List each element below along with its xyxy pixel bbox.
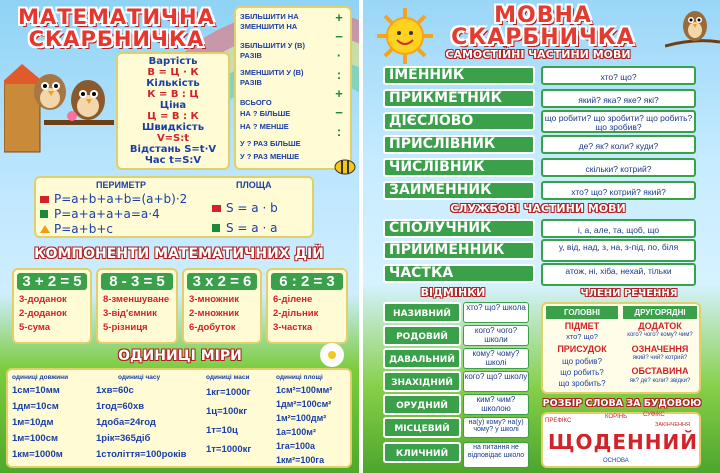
attribute-question: який? чий? котрий? [632, 355, 688, 361]
part-adjective-name: ПРИКМЕТНИК [389, 90, 503, 106]
component-addition-part: 2-доданок [19, 308, 67, 319]
case-vocative: КЛИЧНИЙ [383, 442, 461, 463]
perimeter-triangle-text: P=a+b+c [54, 222, 113, 236]
component-division [266, 268, 348, 344]
math-title-line1: МАТЕМАТИЧНА [18, 5, 215, 29]
case-nominative: НАЗИВНИЙ [383, 302, 461, 323]
units-area-head: одиниці площі [276, 374, 323, 381]
units-time-row: 1століття=100років [96, 449, 187, 460]
component-division-part: 2-дільник [273, 308, 319, 319]
part-preposition-examples: у, від, над, з, на, з-під, по, біля [541, 239, 696, 262]
part-conjunction [383, 219, 535, 238]
object-label: ДОДАТОК [638, 321, 682, 331]
part-adverb [383, 135, 535, 154]
case-genitive: РОДОВИЙ [383, 325, 461, 346]
perimeter-rectangle-text: P=a+b+a+b=(a+b)·2 [54, 192, 188, 206]
morphology-title: РОЗБІР СЛОВА ЗА БУДОВОЮ [542, 398, 702, 409]
bird-branch-icon [665, 2, 720, 52]
part-conjunction-name: СПОЛУЧНИК [389, 220, 492, 236]
perimeter-rectangle [40, 192, 187, 207]
units-area-row: 1м²=100дм² [276, 413, 327, 423]
math-title [14, 6, 219, 50]
part-noun-question: хто? що? [541, 66, 696, 85]
units-title: ОДИНИЦІ МІРИ [118, 348, 242, 364]
formula-quantity: К = В : Ц [147, 89, 199, 100]
language-title-line2: СКАРБНИЧКА [451, 25, 635, 50]
members-title: ЧЛЕНИ РЕЧЕННЯ [580, 288, 678, 299]
formula-time: Час t=S:V [144, 155, 202, 166]
formula-speed: V=S:t [156, 133, 190, 144]
part-adjective [383, 89, 535, 108]
subject-question: хто? що? [566, 332, 598, 341]
sign-multiply: · [336, 48, 342, 63]
component-multiplication [182, 268, 262, 344]
part-preposition-name: ПРИЙМЕННИК [389, 242, 505, 258]
part-particle-name: ЧАСТКА [389, 265, 454, 281]
perimeter-square-text: P=a+a+a+a=a·4 [54, 207, 160, 221]
perimeter-label: ПЕРИМЕТР [96, 180, 146, 190]
units-time-row: 1хв=60с [96, 385, 134, 396]
units-area-row: 1га=100а [276, 441, 316, 451]
component-multiplication-part: 3-множник [189, 294, 239, 305]
prefix-label: ПРЕФІКС [545, 418, 572, 424]
math-poster [0, 0, 359, 473]
case-genitive-question: кого? чого? школи [463, 325, 529, 346]
perimeter-area-box [34, 176, 314, 238]
formula-label-speed: Швидкість [141, 122, 205, 133]
sign-minus: − [335, 29, 343, 44]
component-subtraction [96, 268, 178, 344]
part-pronoun-question: хто? що? котрий? який? [541, 181, 696, 200]
part-verb-name: ДІЄСЛОВО [389, 113, 474, 129]
sign-ratio-divide: : [336, 124, 342, 139]
op-decrease-times: ЗМЕНШИТИ У (В) РАЗІВ [240, 68, 304, 87]
sign-total-plus: + [335, 86, 343, 101]
area-label: ПЛОЩА [236, 180, 272, 190]
component-subtraction-part: 3-від'ємник [103, 308, 157, 319]
formulas-box [116, 52, 230, 170]
units-length-row: 1дм=10см [12, 401, 59, 412]
independent-parts-title: САМОСТІЙНІ ЧАСТИНИ МОВИ [445, 48, 631, 61]
main-members-label: ГОЛОВНІ [546, 306, 618, 319]
units-time-row: 1год=60хв [96, 401, 145, 412]
case-instrumental: ОРУДНИЙ [383, 394, 461, 415]
units-mass-row: 1кг=1000г [206, 387, 251, 398]
component-multiplication-part: 2-множник [189, 308, 239, 319]
word-structure-box [541, 412, 701, 468]
math-title-line2: СКАРБНИЧКА [28, 27, 205, 51]
units-mass [206, 373, 272, 459]
units-time [96, 373, 200, 463]
case-nominative-question: хто? що? школа [463, 302, 529, 323]
sentence-members-box [541, 302, 701, 394]
stem-label: ОСНОВА [603, 458, 629, 464]
part-adjective-question: який? яка? яке? які? [541, 89, 696, 108]
units-area-row: 1дм²=100см² [276, 399, 332, 409]
units-area-row: 1а=100м² [276, 427, 316, 437]
units-time-row: 1доба=24год [96, 417, 156, 428]
ending-label: ЗАКІНЧЕННЯ [655, 422, 690, 428]
part-adverb-question: де? як? коли? куди? [541, 135, 696, 154]
case-locative-question: на(у) кому? на(у) чому? у школі [463, 417, 529, 438]
case-dative-question: кому? чому? школі [463, 348, 529, 369]
part-numeral-question: скільки? котрий? [541, 158, 696, 177]
units-length-row: 1см=10мм [12, 385, 60, 396]
perimeter-square [40, 207, 187, 222]
case-instrumental-question: ким? чим? школою [463, 394, 529, 415]
part-verb-question: що робити? що зробити? що робить? що зробив? [541, 110, 696, 133]
formula-cost: В = Ц · К [147, 67, 199, 78]
op-more-by: НА ? БІЛЬШЕ [240, 109, 291, 119]
units-box [6, 368, 352, 468]
op-increase-times: ЗБІЛЬШИТИ У (В) РАЗІВ [240, 41, 305, 60]
bee-icon [330, 150, 359, 180]
service-parts-title: СЛУЖБОВІ ЧАСТИНИ МОВИ [450, 202, 626, 215]
part-numeral [383, 158, 535, 177]
formula-label-cost: Вартість [148, 56, 198, 67]
area-rectangle-text: S = a · b [226, 201, 278, 215]
component-addition-part: 3-доданок [19, 294, 67, 305]
units-length-row: 1км=1000м [12, 449, 63, 460]
component-multiplication-expr: 3 х 2 = 6 [187, 273, 257, 290]
component-subtraction-part: 8-зменшуване [103, 294, 170, 305]
units-length [12, 373, 90, 463]
part-noun [383, 66, 535, 85]
component-addition [12, 268, 92, 344]
attribute-label: ОЗНАЧЕННЯ [631, 344, 689, 354]
predicate-question: що робить? [560, 368, 604, 377]
units-time-head: одиниці часу [118, 374, 161, 381]
object-question: кого? чого? кому? чим? [627, 332, 693, 338]
sign-diff-minus: − [335, 105, 343, 120]
units-mass-row: 1т=10ц [206, 425, 238, 436]
area-square [212, 218, 278, 238]
op-times-less: У ? РАЗ МЕНШЕ [240, 151, 300, 161]
formula-distance: Відстань S=t·V [129, 144, 217, 155]
units-area [276, 373, 352, 467]
components-title: КОМПОНЕНТИ МАТЕМАТИЧНИХ ДІЙ [34, 246, 324, 262]
op-times-more: У ? РАЗ БІЛЬШЕ [240, 139, 301, 149]
part-pronoun-name: ЗАЙМЕННИК [389, 182, 492, 198]
component-division-expr: 6 : 2 = 3 [271, 273, 343, 290]
predicate-label: ПРИСУДОК [557, 344, 607, 354]
case-locative: МІСЦЕВИЙ [383, 417, 461, 438]
part-verb [383, 112, 535, 131]
formula-label-quantity: Кількість [146, 78, 200, 89]
component-subtraction-part: 5-різниця [103, 322, 148, 333]
case-dative: ДАВАЛЬНИЙ [383, 348, 461, 369]
component-subtraction-expr: 8 - 3 = 5 [101, 273, 173, 290]
component-division-part: 3-частка [273, 322, 313, 333]
secondary-members-label: ДРУГОРЯДНІ [623, 306, 697, 319]
op-total: ВСЬОГО [240, 97, 272, 107]
case-accusative-question: кого? що? школу [463, 371, 529, 392]
units-area-row: 1см²=100мм² [276, 385, 333, 395]
component-multiplication-part: 6-добуток [189, 322, 236, 333]
formula-label-price: Ціна [159, 100, 187, 111]
suffix-label: СУФІКС [643, 412, 665, 418]
daisy-icon [312, 340, 352, 370]
component-addition-expr: 3 + 2 = 5 [17, 273, 87, 290]
area-square-text: S = a · a [226, 221, 278, 235]
language-poster [363, 0, 720, 473]
formula-price: Ц = В : К [147, 111, 199, 122]
part-numeral-name: ЧИСЛІВНИК [389, 159, 485, 175]
language-title-line1: МОВНА [494, 3, 592, 28]
sign-divide: : [336, 67, 342, 82]
units-length-row: 1м=10дм [12, 417, 54, 428]
units-mass-row: 1т=1000кг [206, 444, 252, 455]
units-length-row: 1м=100см [12, 433, 59, 444]
subject-label: ПІДМЕТ [564, 321, 600, 331]
area-rectangle [212, 198, 278, 218]
cases-title: ВІДМІНКИ [420, 286, 486, 299]
part-noun-name: ІМЕННИК [389, 67, 465, 83]
adverbial-question: як? де? коли? звідки? [629, 378, 691, 384]
part-particle-examples: атож, ні, хіба, нехай, тільки [541, 263, 696, 286]
component-division-part: 6-ділене [273, 294, 313, 305]
part-adverb-name: ПРИСЛІВНИК [389, 136, 496, 152]
op-less-by: НА ? МЕНШЕ [240, 121, 289, 131]
component-addition-part: 5-сума [19, 322, 51, 333]
units-time-row: 1рік=365діб [96, 433, 151, 444]
parsed-word: ЩОДЕННИЙ [548, 430, 698, 454]
case-vocative-question: на питання не відповідає школо [463, 442, 529, 468]
units-mass-row: 1ц=100кг [206, 406, 248, 417]
operations-box [234, 6, 352, 170]
op-decrease-by: ЗМЕНШИТИ НА [240, 21, 298, 31]
part-preposition [383, 241, 535, 260]
units-length-head: одиниці довжини [12, 374, 69, 381]
case-accusative: ЗНАХІДНИЙ [383, 371, 461, 392]
part-pronoun [383, 181, 535, 200]
part-conjunction-examples: і, а, але, та, щоб, що [541, 219, 696, 238]
adverbial-label: ОБСТАВИНА [631, 366, 689, 376]
sign-plus: + [335, 10, 343, 25]
perimeter-triangle [40, 222, 187, 237]
birds-birdhouse-icon [4, 62, 116, 162]
predicate-question: що зробить? [558, 379, 606, 388]
language-title [418, 5, 668, 49]
units-mass-head: одиниці маси [206, 374, 250, 381]
op-increase-by: ЗБІЛЬШИТИ НА [240, 12, 299, 21]
units-area-row: 1км²=100га [276, 455, 325, 465]
part-particle [383, 264, 535, 283]
root-label: КОРІНЬ [605, 414, 628, 420]
predicate-question: що робив? [562, 357, 602, 366]
